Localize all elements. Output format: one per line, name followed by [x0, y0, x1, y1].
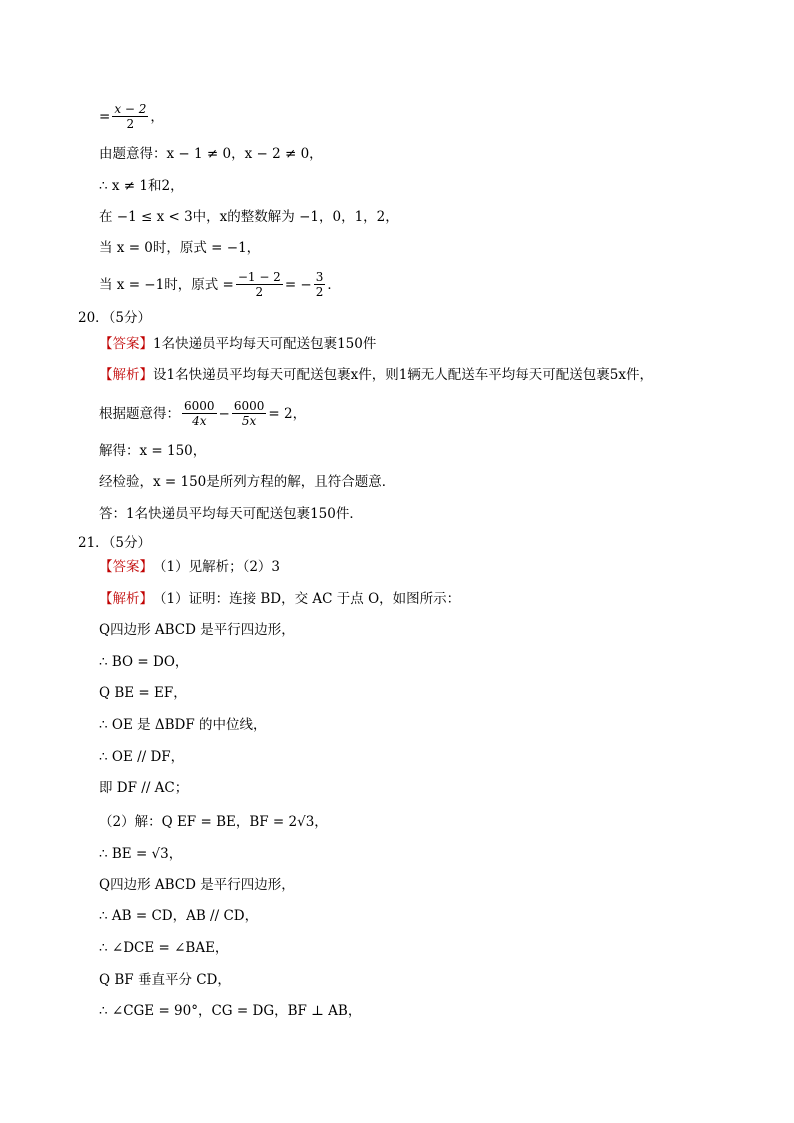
- eq-prefix: 当 x = −1时，原式 =: [99, 276, 234, 293]
- q21-step-12: Q BF 垂直平分 CD，: [99, 972, 231, 988]
- question-20-number: 20．（5分）: [78, 310, 152, 326]
- q21-step-5: ∴ OE // DF，: [99, 749, 185, 765]
- fraction-denominator: 2: [255, 285, 264, 299]
- eq-line-4: 在 −1 ≤ x < 3中，x的整数解为 −1，0，1，2，: [99, 209, 399, 225]
- q20-final: 答：1名快递员平均每天可配送包裹150件．: [99, 506, 363, 522]
- q20-analysis: [99, 366, 653, 384]
- q21-step-6: 即 DF // AC；: [99, 780, 189, 796]
- q20-equation: [99, 399, 306, 428]
- eq-prefix: 根据题意得：: [99, 405, 180, 422]
- fraction-numerator: 6000: [184, 399, 215, 413]
- eq-line-1: [99, 102, 164, 131]
- q21-step-11: ∴ ∠DCE = ∠BAE，: [99, 940, 229, 956]
- q21-step-7: （2）解：Q EF = BE，BF = 2√3，: [99, 814, 328, 830]
- eq-line-5: 当 x = 0时，原式 = −1，: [99, 240, 261, 256]
- answer-text: （1）见解析；（2）3: [153, 559, 281, 575]
- analysis-tag: 【解析】: [99, 591, 153, 607]
- q21-step-9: Q四边形 ABCD 是平行四边形，: [99, 877, 295, 893]
- q21-step-13: ∴ ∠CGE = 90°，CG = DG，BF ⊥ AB，: [99, 1003, 362, 1019]
- eq-line-6: [99, 270, 341, 299]
- fraction-denominator: 2: [126, 117, 135, 131]
- q21-step-2: ∴ BO = DO，: [99, 654, 189, 670]
- q21-step-4: ∴ OE 是 ΔBDF 的中位线，: [99, 717, 267, 733]
- answer-tag: 【答案】: [99, 559, 153, 575]
- fraction-denominator: 2: [315, 285, 324, 299]
- fraction: [112, 102, 148, 131]
- answer-text: 1名快递员平均每天可配送包裹150件: [153, 336, 377, 352]
- fraction: [236, 270, 283, 299]
- q21-step-10: ∴ AB = CD，AB // CD，: [99, 908, 259, 924]
- fraction-numerator: 3: [315, 270, 324, 284]
- fraction-denominator: 4x: [192, 414, 207, 428]
- question-21-number: 21．（5分）: [78, 535, 152, 551]
- q21-answer: [99, 558, 280, 576]
- fraction-numerator: 6000: [233, 399, 265, 413]
- eq-prefix: =: [99, 108, 111, 125]
- fraction-numerator: x − 2: [114, 102, 147, 116]
- eq-line-3: ∴ x ≠ 1和2，: [99, 178, 184, 194]
- q21-step-1: Q四边形 ABCD 是平行四边形，: [99, 622, 295, 638]
- eq-mid: = −: [284, 276, 312, 293]
- analysis-tag: 【解析】: [99, 367, 153, 383]
- fraction: [314, 270, 326, 299]
- q21-step-3: Q BE = EF，: [99, 685, 187, 701]
- fraction-denominator: 5x: [241, 414, 257, 428]
- eq-suffix: ．: [327, 276, 341, 293]
- fraction: [182, 399, 217, 428]
- q20-check: 经检验，x = 150是所列方程的解，且符合题意．: [99, 474, 396, 490]
- fraction: [232, 399, 267, 428]
- q21-analysis: [99, 590, 460, 608]
- fraction-numerator: −1 − 2: [237, 270, 281, 284]
- eq-suffix: ，: [150, 108, 164, 125]
- q20-answer: [99, 335, 376, 353]
- analysis-text: 设1名快递员平均每天可配送包裹x件，则1辆无人配送车平均每天可配送包裹5x件，: [153, 367, 653, 383]
- answer-tag: 【答案】: [99, 336, 153, 352]
- eq-line-2: 由题意得：x − 1 ≠ 0，x − 2 ≠ 0，: [99, 146, 323, 162]
- eq-minus: −: [218, 405, 230, 422]
- analysis-text: （1）证明：连接 BD，交 AC 于点 O，如图所示：: [153, 591, 461, 607]
- q20-solve: 解得：x = 150，: [99, 443, 207, 459]
- eq-suffix: = 2，: [268, 405, 307, 422]
- q21-step-8: ∴ BE = √3，: [99, 846, 183, 862]
